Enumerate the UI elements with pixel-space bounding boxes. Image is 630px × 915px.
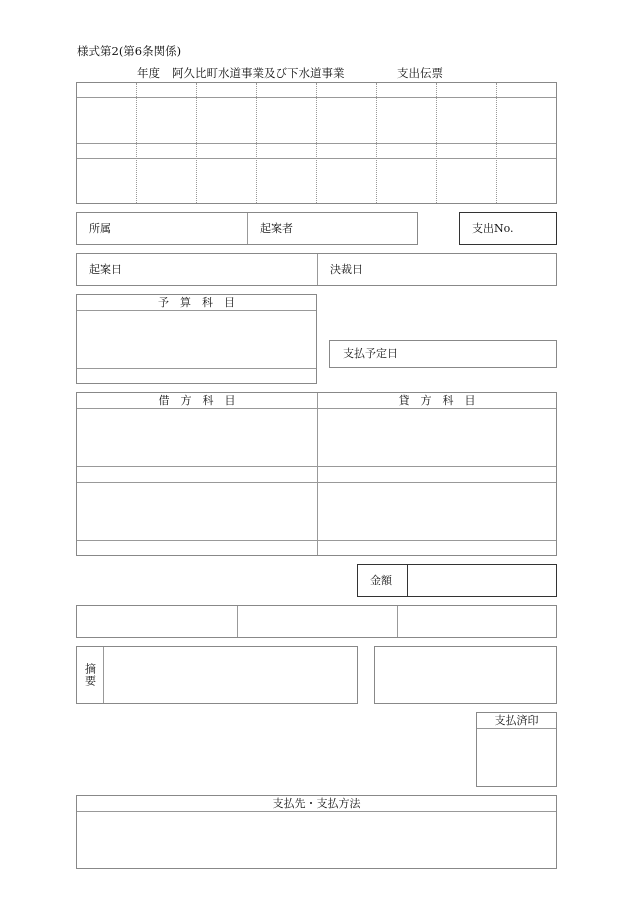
affiliation-field[interactable] (77, 213, 246, 244)
slip-title: 支出伝票 (397, 66, 443, 80)
affiliation-label: 所属 (89, 222, 111, 235)
paid-seal-field[interactable] (477, 729, 556, 786)
payee-method-label: 支払先・支払方法 (272, 797, 361, 810)
payment-no-label: 支出No. (472, 222, 514, 235)
decision-date-label: 決裁日 (330, 263, 363, 276)
payee-method-field[interactable] (77, 812, 556, 868)
debit-items-header: 借 方 科 目 (158, 394, 236, 407)
summary-label: 摘要 (83, 663, 97, 687)
form-number: 様式第2(第6条関係) (77, 44, 182, 58)
draft-date-label: 起案日 (89, 263, 122, 276)
business-name: 阿久比町水道事業及び下水道事業 (172, 66, 345, 80)
blank-right-box[interactable] (374, 646, 557, 704)
blank-three-column-row (76, 605, 557, 638)
budget-items-field[interactable] (77, 311, 316, 368)
credit-items-field[interactable] (318, 409, 556, 466)
summary-label-cell (77, 647, 103, 703)
amount-label: 金額 (370, 574, 392, 587)
amount-field[interactable] (408, 565, 556, 596)
approval-stamp-grid (76, 82, 557, 204)
budget-items-header: 予 算 科 目 (158, 296, 235, 309)
credit-items-header: 貸 方 科 目 (398, 394, 476, 407)
drafter-label: 起案者 (260, 222, 293, 235)
debit-items-field[interactable] (77, 409, 316, 466)
scheduled-payment-date-label: 支払予定日 (343, 347, 398, 360)
summary-field[interactable] (104, 647, 357, 703)
fiscal-year-label: 年度 (137, 66, 160, 80)
paid-seal-label: 支払済印 (494, 714, 539, 727)
